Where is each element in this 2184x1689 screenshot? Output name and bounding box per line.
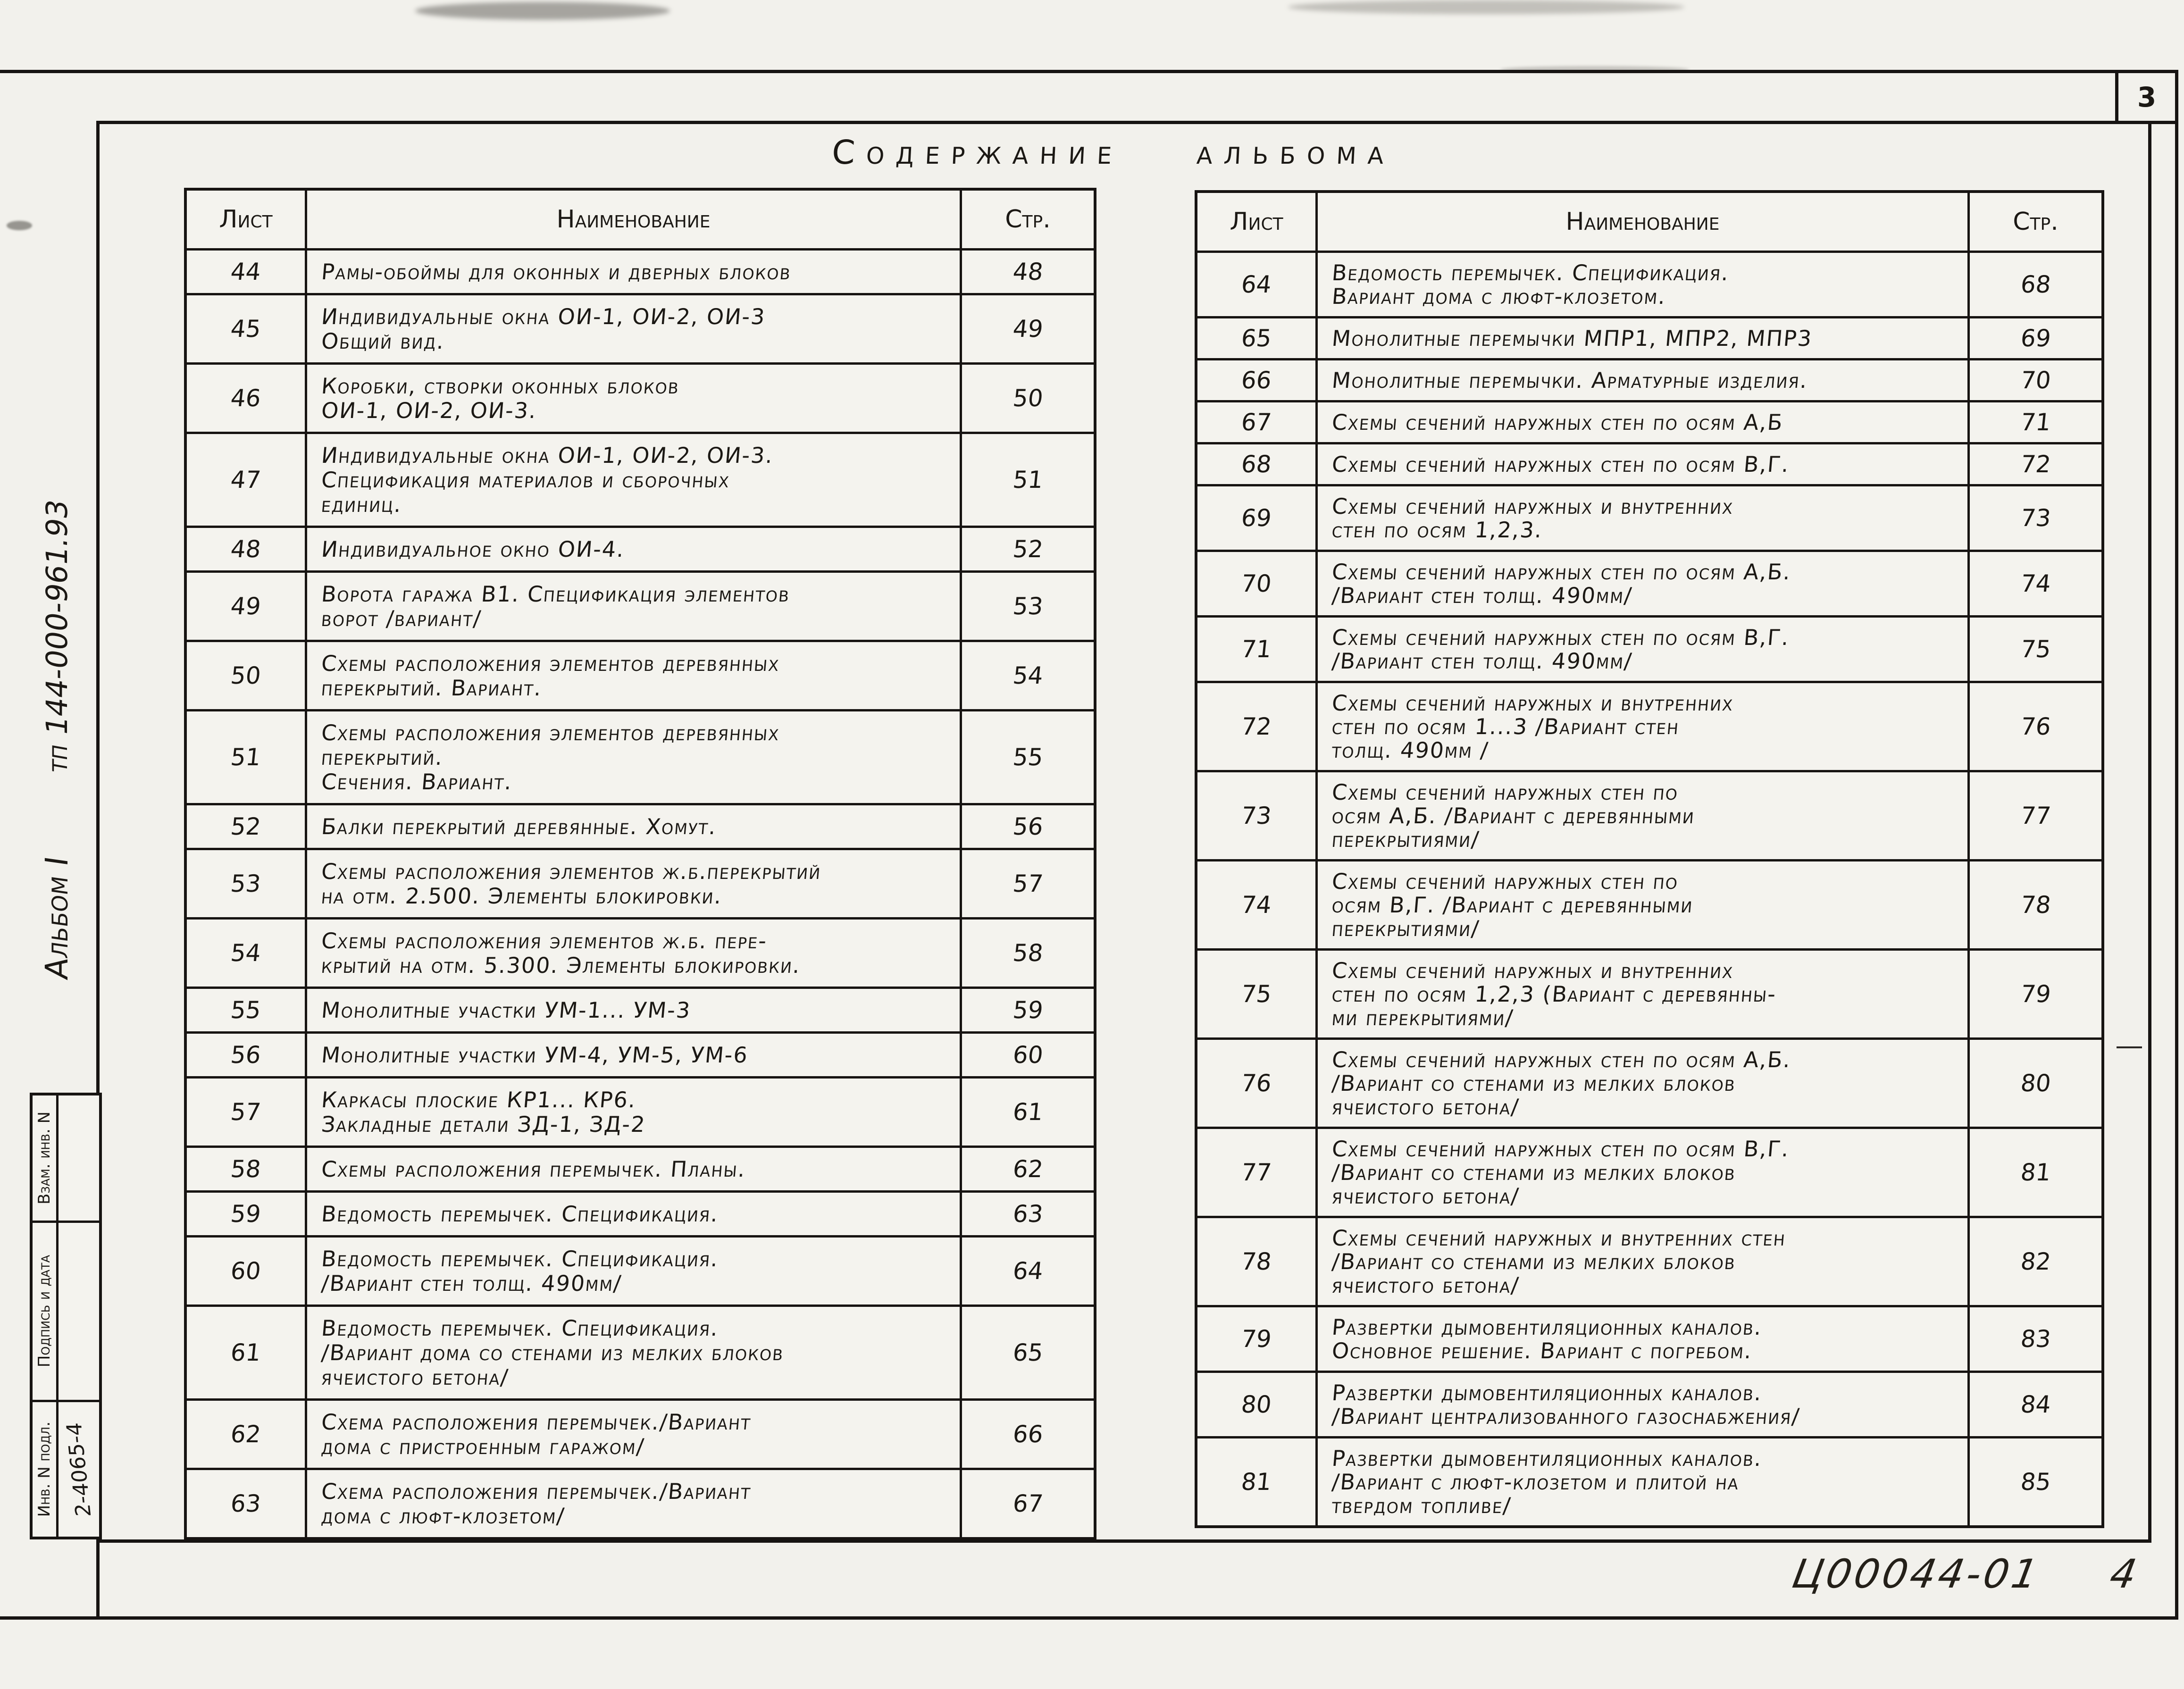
table-row	[187, 570, 1094, 640]
sheet-number-cell: 63	[229, 1490, 262, 1517]
sheet-number-cell: 62	[229, 1421, 262, 1448]
page-number-cell: 74	[1967, 552, 2101, 615]
table-row	[187, 1468, 1094, 1537]
sheet-number-cell: 46	[229, 385, 262, 412]
footer-handwritten-note	[1789, 1551, 2142, 1597]
page-number-cell: 61	[960, 1079, 1094, 1146]
page-number-cell: 80	[1967, 1040, 2101, 1127]
sheet-number-cell: 51	[229, 744, 262, 771]
name-cell: Индивидуальное окно ОИ-4.	[305, 528, 960, 570]
table-row	[187, 1304, 1094, 1398]
sheet-number-cell: 52	[229, 813, 262, 840]
table-row	[1197, 1371, 2101, 1436]
table-row	[1197, 1436, 2101, 1525]
name-cell: Схемы расположения элементов ж.б.перекрытий на отм. 2.500. Элементы блокировки.	[305, 850, 960, 917]
table-row	[1197, 948, 2101, 1037]
sheet-number-cell: 44	[229, 258, 262, 285]
sheet-number-cell: 66	[1240, 367, 1273, 394]
sheet-number-cell: 59	[229, 1200, 262, 1228]
sheet-number-cell: 73	[1240, 802, 1273, 829]
table-row	[1197, 770, 2101, 859]
sheet-number-cell: 70	[1240, 570, 1273, 597]
footer-page-text: 4	[2107, 1551, 2143, 1597]
page-number-cell: 58	[960, 920, 1094, 987]
name-cell: Развертки дымовентиляционных каналов. /Вариант с люфт-клозетом и плитой на твердом топливе/	[1315, 1438, 1967, 1525]
table-row	[187, 1031, 1094, 1076]
name-cell: Схемы сечений наружных и внутренних стен по осям 1...3 /Вариант стен толщ. 490мм /	[1315, 683, 1967, 770]
sheet-number-cell: 60	[229, 1257, 262, 1285]
title-block-stamp	[30, 1093, 102, 1539]
sheet-number-box-divider	[2115, 70, 2118, 124]
sheet-number-cell: 49	[229, 593, 262, 620]
table-row	[1197, 400, 2101, 442]
name-cell: Схемы сечений наружных стен по осям А,Б. /Вариант со стенами из мелких блоков ячеистого бетона/	[1315, 1040, 1967, 1127]
table-row	[187, 1190, 1094, 1235]
stamp-cell-inventory-value	[56, 1400, 99, 1537]
header-sheet: Лист	[1230, 208, 1283, 236]
page-number-cell: 64	[960, 1237, 1094, 1304]
page-number-cell: 81	[1967, 1129, 2101, 1216]
name-cell: Балки перекрытий деревянные. Хомут.	[305, 805, 960, 848]
stamp-cell-vzam	[33, 1095, 56, 1221]
table-row	[1197, 615, 2101, 681]
sheet-number-cell: 45	[229, 315, 262, 343]
name-cell: Каркасы плоские КР1... КР6. Закладные детали ЗД-1, ЗД-2	[305, 1079, 960, 1146]
page-number-cell: 50	[960, 365, 1094, 432]
page-number-cell: 75	[1967, 618, 2101, 681]
page-number-cell: 68	[1967, 253, 2101, 316]
sheet-number-cell: 75	[1240, 980, 1273, 1008]
contents-table-right	[1195, 190, 2104, 1528]
page-number-cell: 66	[960, 1401, 1094, 1468]
table-row	[187, 1235, 1094, 1304]
name-cell: Развертки дымовентиляционных каналов. Основное решение. Вариант с погребом.	[1315, 1307, 1967, 1371]
stamp-label: Подпись и дата	[35, 1255, 54, 1368]
header-name: Наименование	[1315, 193, 1967, 251]
page-number-cell: 60	[960, 1034, 1094, 1076]
page-title: Содержание альбома	[831, 133, 1396, 172]
sheet-number-cell: 54	[229, 939, 262, 967]
frame-inner-right-line	[2148, 121, 2151, 1543]
name-cell: Рамы-обоймы для оконных и дверных блоков	[305, 251, 960, 293]
page-number-cell: 83	[1967, 1307, 2101, 1371]
table-row	[187, 917, 1094, 987]
sheet-number-cell: 47	[229, 466, 262, 493]
name-cell: Схема расположения перемычек./Вариант дома с люфт-клозетом/	[305, 1470, 960, 1537]
table-row	[187, 709, 1094, 803]
table-row	[187, 1398, 1094, 1468]
sheet-number-cell: 67	[1240, 409, 1273, 436]
table-row	[1197, 859, 2101, 948]
header-name: Наименование	[305, 191, 960, 248]
name-cell: Схемы сечений наружных стен по осям В,Г.	[1315, 444, 1967, 484]
page-number-cell: 65	[960, 1307, 1094, 1398]
name-cell: Схемы расположения перемычек. Планы.	[305, 1148, 960, 1190]
page-number-cell: 77	[1967, 772, 2101, 859]
page-number-cell: 73	[1967, 486, 2101, 550]
sheet-number-cell: 80	[1240, 1391, 1273, 1418]
frame-inner-bottom-line	[96, 1539, 2151, 1543]
frame-outer-right-line	[2175, 70, 2178, 1620]
name-cell: Схемы сечений наружных и внутренних стен по осям 1,2,3.	[1315, 486, 1967, 550]
table-row	[187, 526, 1094, 570]
table-row	[187, 248, 1094, 293]
table-row	[187, 848, 1094, 917]
sheet-number-cell: 48	[229, 535, 262, 563]
name-cell: Ворота гаража В1. Спецификация элементов ворот /вариант/	[305, 573, 960, 640]
album-number-text: Альбом I	[38, 854, 75, 982]
name-cell: Схемы расположения элементов деревянных перекрытий. Сечения. Вариант.	[305, 711, 960, 803]
sheet-number-cell: 57	[229, 1098, 262, 1126]
sheet-number-cell: 74	[1240, 891, 1273, 919]
name-cell: Схемы сечений наружных и внутренних стен по осям 1,2,3 (Вариант с деревянны- ми перекрытиями/	[1315, 951, 1967, 1037]
scan-smudge	[1288, 0, 1684, 14]
name-cell: Ведомость перемычек. Спецификация. /Вариант стен толщ. 490мм/	[305, 1237, 960, 1304]
margin-album-label	[21, 215, 92, 982]
table-row	[1197, 550, 2101, 615]
name-cell: Схемы расположения элементов деревянных перекрытий. Вариант.	[305, 642, 960, 709]
contents-table-left	[184, 188, 1096, 1540]
page-number-cell: 76	[1967, 683, 2101, 770]
page-number-cell: 57	[960, 850, 1094, 917]
sheet-number-cell: 56	[229, 1041, 262, 1069]
frame-outer-bottom-line	[0, 1616, 2178, 1620]
frame-outer-top-line	[0, 70, 2178, 73]
name-cell: Схема расположения перемычек./Вариант дома с пристроенным гаражом/	[305, 1401, 960, 1468]
page-number-cell: 62	[960, 1148, 1094, 1190]
header-page: Стр.	[1967, 193, 2101, 251]
table-row	[1197, 484, 2101, 550]
table-row	[1197, 442, 2101, 484]
table-row	[187, 432, 1094, 526]
table-row	[187, 1076, 1094, 1146]
name-cell: Ведомость перемычек. Спецификация.	[305, 1193, 960, 1235]
table-row	[1197, 1127, 2101, 1216]
name-cell: Схемы сечений наружных стен по осям А,Б. /Вариант стен толщ. 490мм/	[1315, 552, 1967, 615]
name-cell: Ведомость перемычек. Спецификация. Вариант дома с люфт-клозетом.	[1315, 253, 1967, 316]
table-row	[1197, 358, 2101, 400]
sheet-number-cell: 65	[1240, 325, 1273, 352]
page-number-cell: 70	[1967, 360, 2101, 400]
table-row	[187, 1146, 1094, 1190]
fold-mark	[2117, 1046, 2142, 1048]
table-row	[187, 803, 1094, 848]
sheet-number-cell: 53	[229, 870, 262, 897]
sheet-number-cell: 50	[229, 662, 262, 689]
name-cell: Схемы сечений наружных и внутренних стен /Вариант со стенами из мелких блоков ячеистого бетона/	[1315, 1218, 1967, 1305]
sheet-number-cell: 78	[1240, 1248, 1273, 1275]
page-number-cell: 82	[1967, 1218, 2101, 1305]
table-row	[1197, 316, 2101, 358]
name-cell: Коробки, створки оконных блоков ОИ-1, ОИ-2, ОИ-3.	[305, 365, 960, 432]
table-row	[1197, 251, 2101, 316]
sheet-number-cell: 79	[1240, 1325, 1273, 1353]
page-number-cell: 63	[960, 1193, 1094, 1235]
page-number-cell: 78	[1967, 861, 2101, 948]
stamp-label: Инв. N подл.	[35, 1421, 54, 1517]
sheet-number-cell: 58	[229, 1155, 262, 1183]
table-row	[1197, 1216, 2101, 1305]
header-page: Стр.	[960, 191, 1094, 248]
table-header-row	[1197, 193, 2101, 251]
sheet-number-cell: 61	[229, 1339, 262, 1366]
page-number-cell: 55	[960, 711, 1094, 803]
name-cell: Монолитные участки УМ-1... УМ-3	[305, 989, 960, 1031]
page-number-cell: 67	[960, 1470, 1094, 1537]
page-number-cell: 79	[1967, 951, 2101, 1037]
page-number-cell: 56	[960, 805, 1094, 848]
name-cell: Развертки дымовентиляционных каналов. /Вариант централизованного газоснабжения/	[1315, 1373, 1967, 1436]
table-row	[187, 362, 1094, 432]
page-number-cell: 72	[1967, 444, 2101, 484]
table-row	[187, 987, 1094, 1031]
name-cell: Схемы сечений наружных стен по осям А,Б. /Вариант с деревянными перекрытиями/	[1315, 772, 1967, 859]
page-number-cell: 71	[1967, 402, 2101, 442]
document-number-text: Ц00044-01	[1789, 1551, 2044, 1597]
page-number-cell: 51	[960, 434, 1094, 526]
project-code-text: тп 144-000-961.93	[39, 496, 74, 775]
page-number-cell: 84	[1967, 1373, 2101, 1436]
stamp-cell-empty	[56, 1095, 99, 1221]
page-number-cell: 69	[1967, 318, 2101, 358]
sheet-number-cell: 76	[1240, 1070, 1273, 1097]
frame-inner-top-line	[96, 121, 2178, 124]
name-cell: Ведомость перемычек. Спецификация. /Вариант дома со стенами из мелких блоков ячеистого бетона/	[305, 1307, 960, 1398]
scan-smudge	[415, 2, 670, 20]
page-number-cell: 85	[1967, 1438, 2101, 1525]
page-number-cell: 59	[960, 989, 1094, 1031]
name-cell: Монолитные перемычки. Арматурные изделия.	[1315, 360, 1967, 400]
name-cell: Схемы сечений наружных стен по осям В,Г. /Вариант стен толщ. 490мм/	[1315, 618, 1967, 681]
sheet-number-badge: 3	[2137, 81, 2157, 113]
stamp-cell-empty	[56, 1221, 99, 1400]
table-header-row	[187, 191, 1094, 248]
sheet-number-cell: 55	[229, 996, 262, 1024]
sheet-number-cell: 77	[1240, 1159, 1273, 1186]
page-number-cell: 48	[960, 251, 1094, 293]
page-number-cell: 52	[960, 528, 1094, 570]
sheet-number-cell: 71	[1240, 635, 1273, 663]
sheet-number-cell: 81	[1240, 1468, 1273, 1496]
inventory-number-text: 2-4065-4	[62, 1422, 96, 1517]
name-cell: Схемы сечений наружных стен по осям В,Г. /Вариант с деревянными перекрытиями/	[1315, 861, 1967, 948]
stamp-cell-podpis	[33, 1221, 56, 1400]
name-cell: Схемы сечений наружных стен по осям А,Б	[1315, 402, 1967, 442]
sheet-number-cell: 68	[1240, 451, 1273, 478]
page-number-cell: 49	[960, 295, 1094, 362]
table-row	[1197, 1305, 2101, 1371]
sheet-number-cell: 64	[1240, 271, 1273, 298]
name-cell: Схемы сечений наружных стен по осям В,Г. /Вариант со стенами из мелких блоков ячеистого бетона/	[1315, 1129, 1967, 1216]
stamp-label: Взам. инв. N	[35, 1112, 54, 1204]
stamp-cell-inv	[33, 1400, 56, 1537]
sheet-number-cell: 69	[1240, 504, 1273, 532]
sheet-number-cell: 72	[1240, 713, 1273, 740]
page-number-cell: 54	[960, 642, 1094, 709]
page-number-cell: 53	[960, 573, 1094, 640]
name-cell: Индивидуальные окна ОИ-1, ОИ-2, ОИ-3 Общий вид.	[305, 295, 960, 362]
table-row	[1197, 1037, 2101, 1127]
table-row	[1197, 681, 2101, 770]
header-sheet: Лист	[219, 205, 273, 234]
name-cell: Схемы расположения элементов ж.б. пере- крытий на отм. 5.300. Элементы блокировки.	[305, 920, 960, 987]
table-row	[187, 293, 1094, 362]
table-row	[187, 640, 1094, 709]
name-cell: Монолитные перемычки МПР1, МПР2, МПР3	[1315, 318, 1967, 358]
name-cell: Монолитные участки УМ-4, УМ-5, УМ-6	[305, 1034, 960, 1076]
name-cell: Индивидуальные окна ОИ-1, ОИ-2, ОИ-3. Спецификация материалов и сборочных единиц.	[305, 434, 960, 526]
